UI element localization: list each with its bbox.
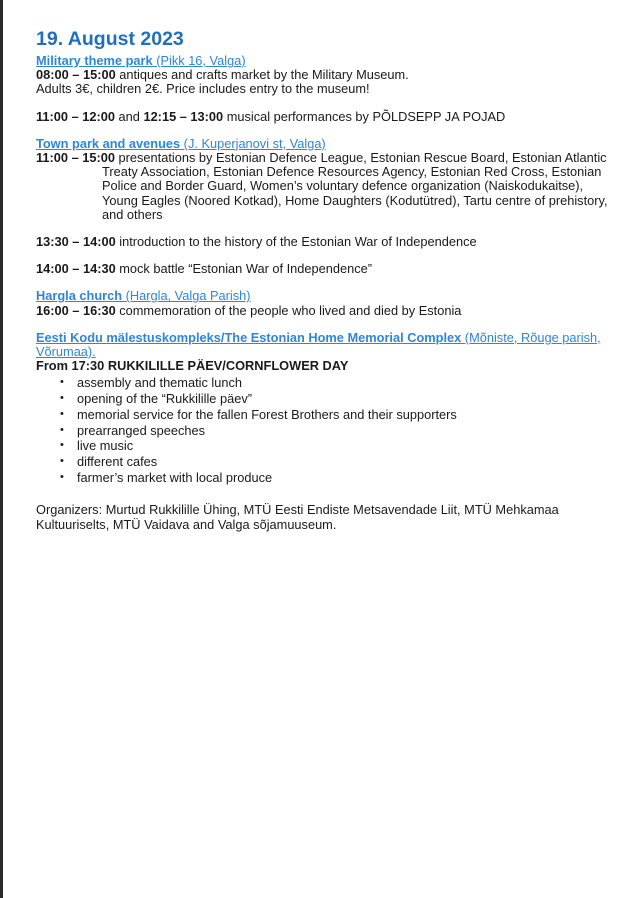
venue-link[interactable]: [36, 54, 617, 68]
time-range: 08:00 – 15:00: [36, 67, 116, 83]
event-headline: From 17:30 RUKKILILLE PÄEV/CORNFLOWER DAY: [36, 358, 349, 374]
bullet-item: [36, 391, 617, 407]
bullet-text: farmer’s market with local produce: [77, 469, 273, 485]
venue-location: (Pikk 16, Valga): [152, 53, 246, 68]
event-text: and: [114, 108, 144, 124]
bullet-text: memorial service for the fallen Forest Brothers and their supporters: [77, 406, 457, 422]
bullet-item: [36, 454, 617, 470]
event-line: [36, 82, 617, 96]
event-line: [36, 151, 617, 222]
venue-link[interactable]: [36, 137, 617, 151]
bullet-item: [36, 438, 617, 454]
event-text: mock battle “Estonian War of Independence”: [115, 261, 373, 277]
bullet-icon: •: [60, 423, 64, 436]
event-text: antiques and crafts market by the Military Museum.: [115, 67, 409, 83]
venue-location: (J. Kuperjanovi st, Valga): [180, 135, 326, 151]
event-line: [36, 110, 617, 124]
venue-link[interactable]: [36, 331, 617, 359]
event-line: [36, 262, 617, 276]
bullet-text: different cafes: [77, 453, 158, 469]
time-range: 14:00 – 14:30: [36, 261, 116, 277]
time-range: 11:00 – 12:00: [36, 108, 115, 124]
bullet-icon: •: [60, 454, 64, 467]
time-range: 11:00 – 15:00: [36, 150, 115, 166]
event-section: [36, 54, 617, 124]
venue-name: Eesti Kodu mälestuskompleks/The Estonian Home Memorial Complex: [36, 329, 462, 345]
venue-link[interactable]: [36, 289, 617, 303]
bullet-icon: •: [60, 407, 64, 420]
time-range: 13:30 – 14:00: [36, 234, 116, 250]
bullet-item: [36, 470, 617, 486]
time-range: 16:00 – 16:30: [36, 302, 116, 318]
event-text: Adults 3€, children 2€. Price includes entry to the museum!: [36, 81, 370, 97]
page-title: 19. August 2023: [36, 28, 184, 50]
venue-name: Military theme park: [36, 53, 153, 68]
bullet-text: opening of the “Rukkilille päev”: [77, 391, 252, 407]
event-text: musical performances by PÕLDSEPP JA POJAD: [223, 108, 506, 124]
venue-location: (Hargla, Valga Parish): [122, 288, 251, 304]
event-section: [36, 331, 617, 486]
event-section: [36, 289, 617, 317]
organizers-text: Organizers: Murtud Rukkilille Ühing, MTÜ Eesti Endiste Metsavendade Liit, MTÜ Mehkamaa Kultuuriselts, MTÜ Vaidava and Valga sõjamuuseum.: [36, 502, 559, 532]
venue-location: (Mõniste, Rõuge parish, Võrumaa).: [36, 329, 601, 360]
event-line: [36, 68, 617, 82]
bullet-icon: •: [60, 392, 64, 405]
bullet-list: [36, 375, 617, 485]
venue-name: Town park and avenues: [36, 135, 181, 151]
event-text: introduction to the history of the Estonian War of Independence: [115, 234, 477, 250]
bullet-icon: •: [60, 439, 64, 452]
window-left-edge: [0, 0, 3, 898]
bullet-item: [36, 423, 617, 439]
event-section: [36, 137, 617, 277]
bullet-text: prearranged speeches: [77, 422, 206, 438]
time-range: 12:15 – 13:00: [143, 108, 224, 124]
bullet-item: [36, 375, 617, 391]
event-text: presentations by Estonian Defence League, Estonian Rescue Board, Estonian Atlantic Treaty Association, Estonian Defence Resources Agency, Estonian Red Cross, Estonian Police and Border Guard, Women’s voluntary defence organization (Naiskodukaitse), Young Eagles (Noored Kotkad), Home Daughters (Kodutütred), Tartu centre of prehistory, and others: [102, 150, 608, 222]
event-line: [36, 235, 617, 249]
bullet-icon: •: [60, 376, 64, 389]
event-text: commemoration of the people who lived and died by Estonia: [115, 302, 462, 318]
bullet-item: [36, 407, 617, 423]
bullet-text: live music: [77, 438, 134, 454]
venue-name: Hargla church: [36, 288, 123, 304]
bullet-icon: •: [60, 470, 64, 483]
event-line: [36, 304, 617, 318]
schedule-content: [36, 54, 617, 485]
bullet-text: assembly and thematic lunch: [77, 375, 243, 391]
